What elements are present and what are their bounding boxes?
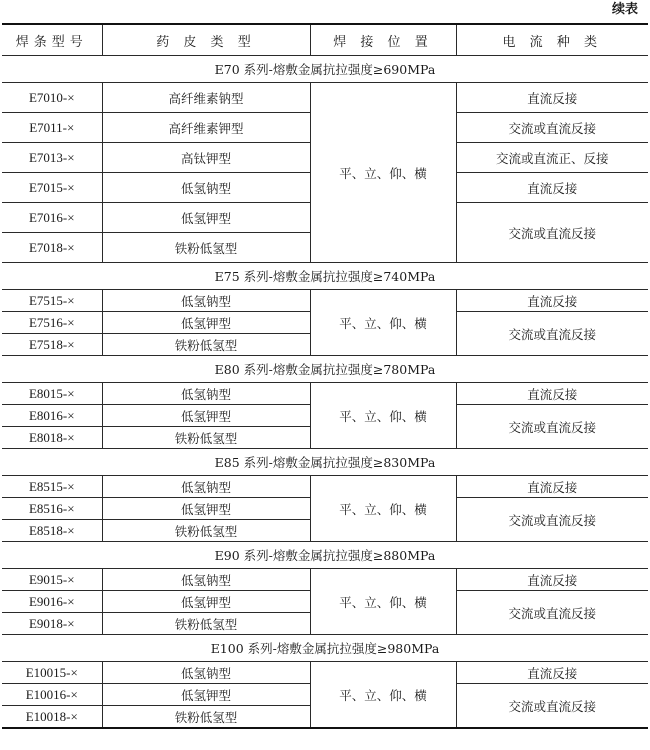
- coating-cell: 低氢钠型: [102, 476, 310, 498]
- coating-cell: 高纤维素钾型: [102, 113, 310, 143]
- coating-cell: 低氢钠型: [102, 569, 310, 591]
- section-title: E80 系列-熔敷金属抗拉强度≥780MPa: [2, 356, 648, 383]
- model-cell: E7018-×: [2, 233, 102, 263]
- current-cell: 交流或直流反接: [456, 203, 648, 263]
- header-position: 焊 接 位 置: [310, 24, 456, 56]
- current-cell: 直流反接: [456, 83, 648, 113]
- current-cell: 直流反接: [456, 290, 648, 312]
- model-cell: E8016-×: [2, 405, 102, 427]
- current-cell: 交流或直流反接: [456, 312, 648, 356]
- model-cell: E9016-×: [2, 591, 102, 613]
- section-title: E85 系列-熔敷金属抗拉强度≥830MPa: [2, 449, 648, 476]
- model-cell: E8515-×: [2, 476, 102, 498]
- position-cell: 平、立、仰、横: [310, 383, 456, 449]
- position-cell: 平、立、仰、横: [310, 662, 456, 729]
- model-cell: E7516-×: [2, 312, 102, 334]
- coating-cell: 低氢钠型: [102, 383, 310, 405]
- section-row-e80: [2, 356, 648, 383]
- header-current: 电 流 种 类: [456, 24, 648, 56]
- position-cell: 平、立、仰、横: [310, 476, 456, 542]
- current-cell: 直流反接: [456, 383, 648, 405]
- model-cell: E9015-×: [2, 569, 102, 591]
- model-cell: E7013-×: [2, 143, 102, 173]
- table-row: [2, 383, 648, 405]
- coating-cell: 铁粉低氢型: [102, 520, 310, 542]
- current-cell: 直流反接: [456, 173, 648, 203]
- model-cell: E7016-×: [2, 203, 102, 233]
- model-cell: E10016-×: [2, 684, 102, 706]
- coating-cell: 铁粉低氢型: [102, 706, 310, 729]
- coating-cell: 低氢钠型: [102, 290, 310, 312]
- coating-cell: 铁粉低氢型: [102, 233, 310, 263]
- current-cell: 交流或直流反接: [456, 113, 648, 143]
- coating-cell: 低氢钾型: [102, 312, 310, 334]
- current-cell: 交流或直流反接: [456, 591, 648, 635]
- current-cell: 交流或直流正、反接: [456, 143, 648, 173]
- table-caption: 续表: [611, 2, 638, 17]
- section-title: E100 系列-熔敷金属抗拉强度≥980MPa: [2, 635, 648, 662]
- coating-cell: 低氢钾型: [102, 498, 310, 520]
- model-cell: E7015-×: [2, 173, 102, 203]
- current-cell: 直流反接: [456, 662, 648, 684]
- table-row: [2, 83, 648, 113]
- model-cell: E8018-×: [2, 427, 102, 449]
- section-title: E70 系列-熔敷金属抗拉强度≥690MPa: [2, 56, 648, 83]
- table-row: [2, 290, 648, 312]
- model-cell: E10018-×: [2, 706, 102, 729]
- position-cell: 平、立、仰、横: [310, 83, 456, 263]
- model-cell: E7515-×: [2, 290, 102, 312]
- current-cell: 直流反接: [456, 476, 648, 498]
- current-cell: 交流或直流反接: [456, 498, 648, 542]
- electrode-table: [2, 23, 648, 729]
- coating-cell: 高纤维素钠型: [102, 83, 310, 113]
- model-cell: E10015-×: [2, 662, 102, 684]
- coating-cell: 铁粉低氢型: [102, 613, 310, 635]
- model-cell: E7010-×: [2, 83, 102, 113]
- coating-cell: 低氢钠型: [102, 173, 310, 203]
- coating-cell: 低氢钠型: [102, 662, 310, 684]
- coating-cell: 低氢钾型: [102, 203, 310, 233]
- current-cell: 交流或直流反接: [456, 405, 648, 449]
- model-cell: E8516-×: [2, 498, 102, 520]
- current-cell: 直流反接: [456, 569, 648, 591]
- section-title: E75 系列-熔敷金属抗拉强度≥740MPa: [2, 263, 648, 290]
- model-cell: E7518-×: [2, 334, 102, 356]
- coating-cell: 高钛钾型: [102, 143, 310, 173]
- position-cell: 平、立、仰、横: [310, 290, 456, 356]
- header-model: 焊条型号: [2, 24, 102, 56]
- table-row: [2, 476, 648, 498]
- table-row: [2, 569, 648, 591]
- section-row-e70: [2, 56, 648, 83]
- model-cell: E8015-×: [2, 383, 102, 405]
- coating-cell: 低氢钾型: [102, 591, 310, 613]
- header-row: [2, 24, 648, 56]
- model-cell: E9018-×: [2, 613, 102, 635]
- model-cell: E7011-×: [2, 113, 102, 143]
- header-coating: 药 皮 类 型: [102, 24, 310, 56]
- section-row-e75: [2, 263, 648, 290]
- section-row-e100: [2, 635, 648, 662]
- model-cell: E8518-×: [2, 520, 102, 542]
- coating-cell: 低氢钾型: [102, 684, 310, 706]
- section-row-e90: [2, 542, 648, 569]
- coating-cell: 铁粉低氢型: [102, 427, 310, 449]
- section-title: E90 系列-熔敷金属抗拉强度≥880MPa: [2, 542, 648, 569]
- position-cell: 平、立、仰、横: [310, 569, 456, 635]
- coating-cell: 低氢钾型: [102, 405, 310, 427]
- section-row-e85: [2, 449, 648, 476]
- table-row: [2, 662, 648, 684]
- current-cell: 交流或直流反接: [456, 684, 648, 729]
- coating-cell: 铁粉低氢型: [102, 334, 310, 356]
